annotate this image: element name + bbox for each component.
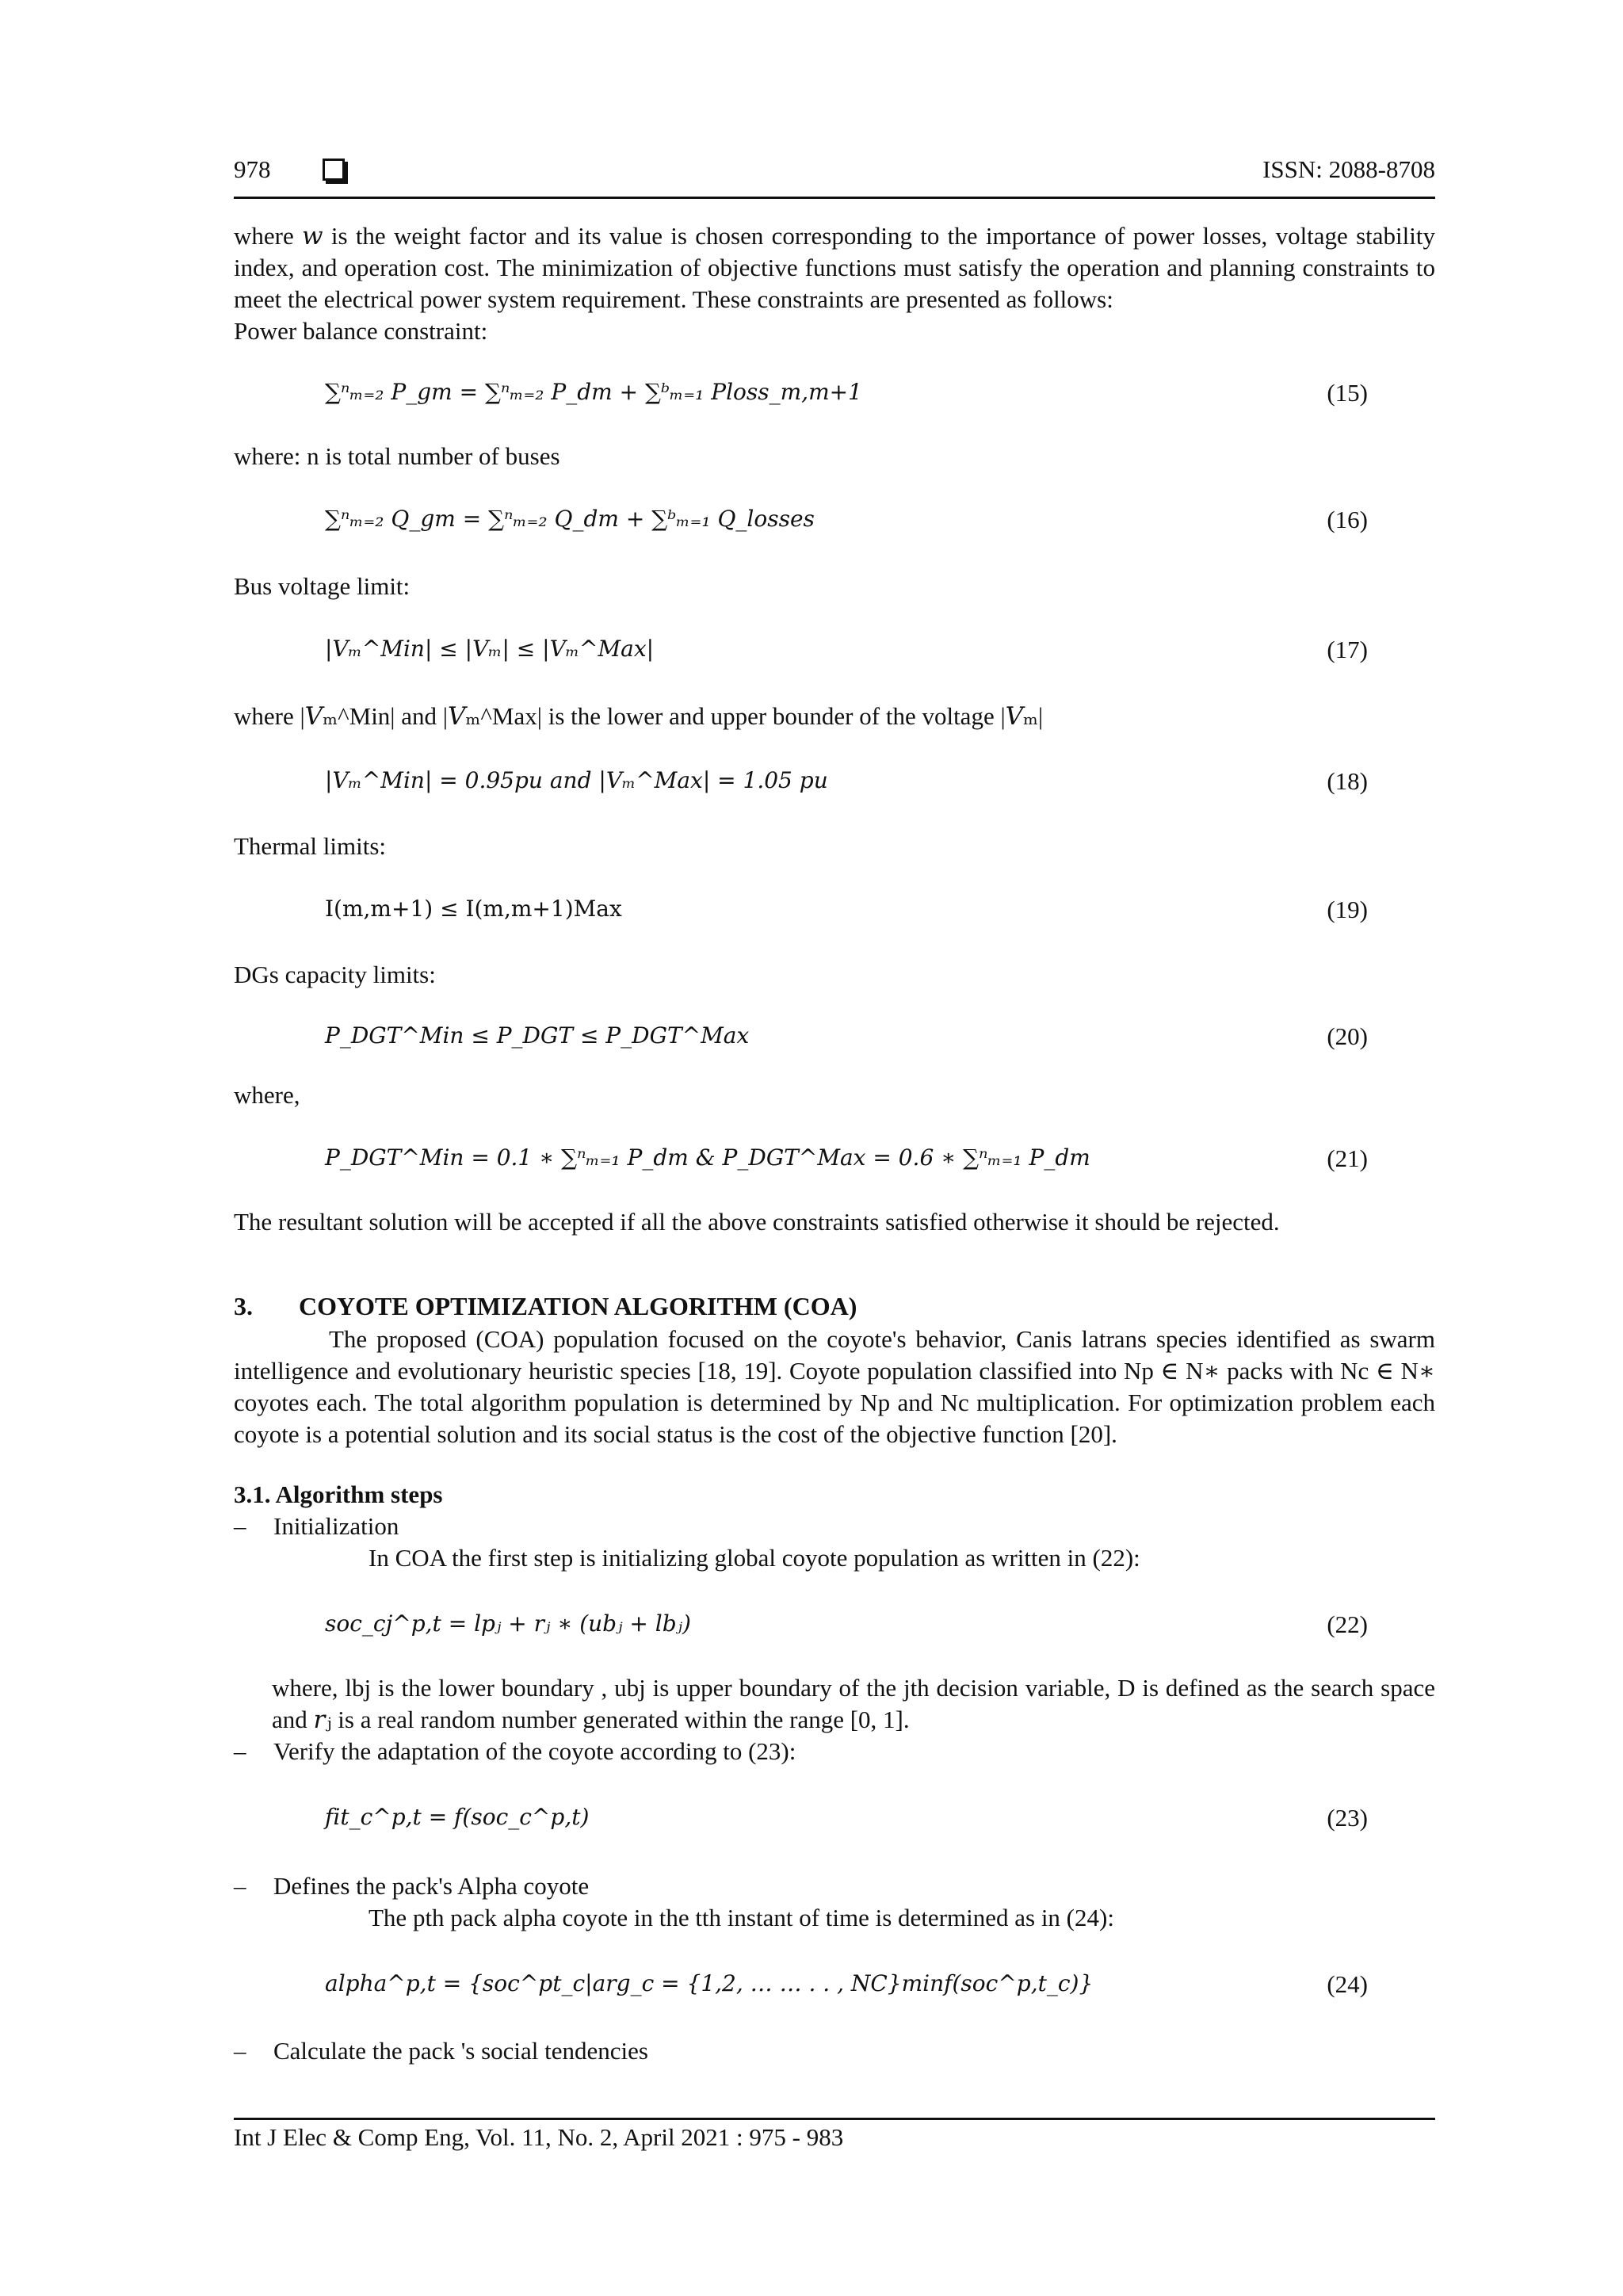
page-header (234, 155, 1435, 199)
equation-21: 𝑃_DGT^Min = 0.1 ∗ ∑ⁿₘ₌₁ 𝑃_dm & 𝑃_DGT^Max = 0.6 ∗ ∑ⁿₘ₌₁ 𝑃_dm (325, 1144, 1090, 1171)
section-3-1-heading: 3.1. Algorithm steps (234, 1480, 443, 1508)
section-3-number: 3. (234, 1292, 253, 1320)
bullet-dash: – (234, 2037, 246, 2065)
issn: ISSN: 2088-8708 (1262, 155, 1435, 183)
bullet-verify-text: Verify the adaptation of the coyote according to (23): (273, 1737, 796, 1765)
bullet-dash: – (234, 1737, 246, 1765)
voltage-note: where |𝑉ₘ^Min| and |𝑉ₘ^Max| is the lower and upper bounder of the voltage |𝑉ₘ| (234, 702, 1044, 730)
bullet-initialization (234, 1512, 399, 1541)
section-3-title: COYOTE OPTIMIZATION ALGORITHM (COA) (299, 1292, 857, 1320)
equation-15-number: (15) (1327, 379, 1368, 407)
equation-22-number: (22) (1327, 1610, 1368, 1638)
bullet-initialization-text: Initialization (273, 1512, 399, 1540)
equation-17-number: (17) (1327, 636, 1368, 663)
constraints-note: The resultant solution will be accepted if all the above constraints satisfied otherwise it should be rejected. (234, 1208, 1280, 1236)
equation-23-number: (23) (1327, 1804, 1368, 1832)
alpha-text: The pth pack alpha coyote in the tth instant of time is determined as in (24): (369, 1904, 1114, 1931)
equation-18-number: (18) (1327, 767, 1368, 795)
dg-label: DGs capacity limits: (234, 961, 436, 988)
equation-24-number: (24) (1327, 1970, 1368, 1998)
equation-18: |𝑉ₘ^Min| = 0.95𝑝𝑢 and |𝑉ₘ^Max| = 1.05 𝑝𝑢 (325, 767, 828, 793)
equation-15: ∑ⁿₘ₌₂ 𝑃_gm = ∑ⁿₘ₌₂ 𝑃_dm + ∑ᵇₘ₌₁ 𝑃𝑙𝑜𝑠𝑠_m,m+1 (325, 379, 862, 405)
equation-23: 𝑓𝑖𝑡_c^p,t = 𝑓(𝑠𝑜𝑐_c^p,t) (325, 1804, 590, 1830)
init-text: In COA the first step is initializing global coyote population as written in (22): (369, 1544, 1140, 1572)
power-balance-label: Power balance constraint: (234, 317, 488, 345)
equation-20: 𝑃_DGT^Min ≤ 𝑃_DGT ≤ 𝑃_DGT^Max (325, 1022, 750, 1049)
page-number: 978 (234, 155, 271, 183)
bullet-dash: – (234, 1512, 246, 1540)
equation-17: |𝑉ₘ^Min| ≤ |𝑉ₘ| ≤ |𝑉ₘ^Max| (325, 636, 655, 662)
buses-note: where: n is total number of buses (234, 442, 560, 470)
equation-16-number: (16) (1327, 506, 1368, 533)
checkbox-square-icon (323, 159, 345, 181)
equation-19-number: (19) (1327, 896, 1368, 923)
intro-paragraph: where 𝑤 is the weight factor and its value is chosen corresponding to the importance of power losses, voltage stability index, and operation cost. The minimization of objective functions must satisfy the operation and planning constraints to meet the electrical power system requirement. These constraints are presented as follows: (234, 222, 1435, 313)
section-3-heading (234, 1292, 857, 1321)
bullet-verify (234, 1737, 796, 1766)
bullet-social-text: Calculate the pack 's social tendencies (273, 2037, 648, 2065)
bullet-social (234, 2037, 648, 2065)
equation-16: ∑ⁿₘ₌₂ 𝑄_gm = ∑ⁿₘ₌₂ 𝑄_dm + ∑ᵇₘ₌₁ 𝑄_losses (325, 506, 815, 532)
bullet-alpha-text: Defines the pack's Alpha coyote (273, 1872, 590, 1900)
footer-citation: Int J Elec & Comp Eng, Vol. 11, No. 2, April 2021 : 975 - 983 (234, 2123, 844, 2151)
where-label: where, (234, 1081, 300, 1109)
bullet-dash: – (234, 1872, 246, 1900)
equation-22-note: where, lbj is the lower boundary , ubj is upper boundary of the jth decision variable, D is defined as the search space and 𝑟ⱼ is a real random number generated within the range [0, 1]. (272, 1674, 1435, 1733)
equation-20-number: (20) (1327, 1022, 1368, 1050)
bus-voltage-label: Bus voltage limit: (234, 572, 411, 600)
equation-24: 𝑎𝑙𝑝ℎ𝑎^p,t = {𝑠𝑜𝑐^pt_c|𝑎𝑟𝑔_c = {1,2, … … . . , 𝑁𝐶}𝑚𝑖𝑛𝑓(𝑠𝑜𝑐^p,t_c)} (325, 1970, 1094, 1996)
page-footer (234, 2118, 1435, 2152)
equation-21-number: (21) (1327, 1144, 1368, 1172)
equation-22: 𝑠𝑜𝑐_cj^p,t = 𝑙𝑝ⱼ + 𝑟ⱼ ∗ (𝑢𝑏ⱼ + 𝑙𝑏ⱼ) (325, 1610, 691, 1637)
section-3-paragraph: The proposed (COA) population focused on the coyote's behavior, Canis latrans species identified as swarm intelligence and evolutionary heuristic species [18, 19]. Coyote population classified into Np ∈ N∗ packs with Nc ∈ N∗ coyotes each. The total algorithm population is determined by Np and Nc multiplication. For optimization problem each coyote is a potential solution and its social status is the cost of the objective function [20]. (234, 1325, 1435, 1448)
equation-19: I(m,m+1) ≤ I(m,m+1)Max (325, 896, 622, 922)
bullet-alpha (234, 1872, 589, 1901)
thermal-label: Thermal limits: (234, 832, 386, 860)
